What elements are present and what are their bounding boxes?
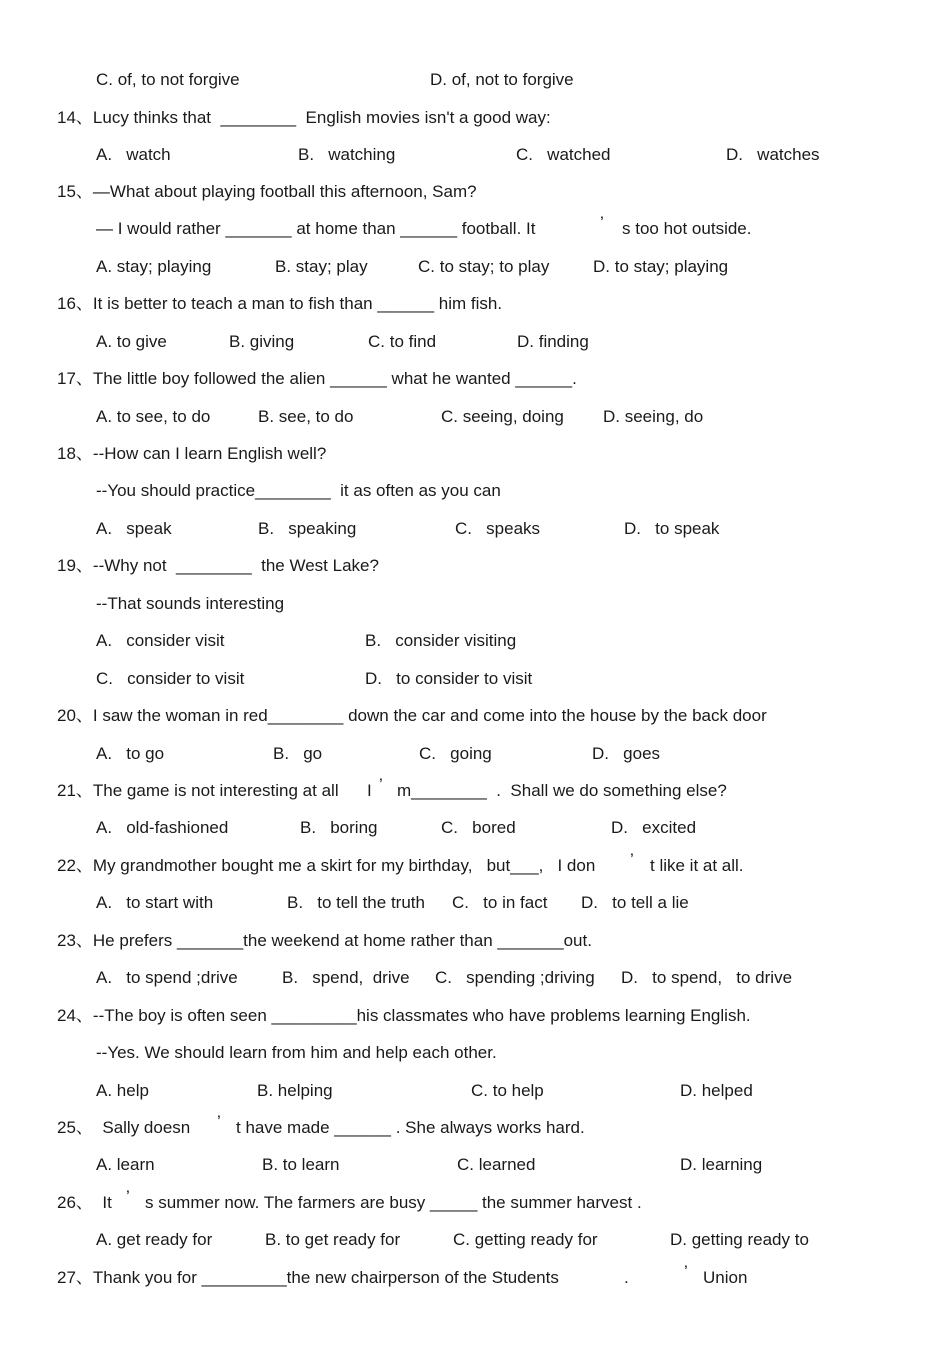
q27-dot: . [624, 1268, 629, 1287]
q26-option-c: C. getting ready for [453, 1230, 598, 1249]
q25-stem: 25、 Sally doesn [57, 1118, 191, 1137]
q20-option-a: A. to go [96, 744, 165, 763]
q25-option-b: B. to learn [262, 1155, 340, 1174]
q21-pronoun: I [367, 781, 372, 800]
q25-option-c: C. learned [457, 1155, 536, 1174]
q15-line2: — I would rather _______ at home than ______ football. It [96, 219, 536, 238]
q15-stem: 15、—What about playing football this afternoon, Sam? [57, 182, 477, 201]
q13-option-d: D. of, not to forgive [430, 70, 574, 89]
q24-option-a: A. help [96, 1081, 149, 1100]
q18-option-d: D. to speak [624, 519, 720, 538]
q23-option-a: A. to spend ;drive [96, 968, 238, 987]
q23-option-d: D. to spend, to drive [621, 968, 793, 987]
q20-option-d: D. goes [592, 744, 661, 763]
q15-option-b: B. stay; play [275, 257, 368, 276]
q17-option-b: B. see, to do [258, 407, 354, 426]
q16-stem: 16、It is better to teach a man to fish than ______ him fish. [57, 294, 503, 313]
q14-option-d: D. watches [726, 145, 820, 164]
q25-apostrophe: ’ [217, 1112, 221, 1131]
q27-stem: 27、Thank you for _________the new chairperson of the Students [57, 1268, 559, 1287]
q25-tail: t have made ______ . She always works hard. [236, 1118, 585, 1137]
q22-stem: 22、My grandmother bought me a skirt for my birthday, but___, I don [57, 856, 596, 875]
q22-tail: t like it at all. [650, 856, 744, 875]
q22-option-d: D. to tell a lie [581, 893, 689, 912]
q26-tail: s summer now. The farmers are busy _____ the summer harvest . [145, 1193, 642, 1212]
q24-line2: --Yes. We should learn from him and help each other. [96, 1043, 497, 1062]
q15-option-a: A. stay; playing [96, 257, 212, 276]
q19-stem: 19、--Why not ________ the West Lake? [57, 556, 379, 575]
q26-apostrophe: ’ [126, 1187, 130, 1206]
q22-apostrophe: ’ [630, 850, 634, 869]
q26-option-d: D. getting ready to [670, 1230, 809, 1249]
q15-line2-tail: s too hot outside. [622, 219, 752, 238]
q16-option-c: C. to find [368, 332, 437, 351]
q21-tail: m________ . Shall we do something else? [397, 781, 727, 800]
q23-option-b: B. spend, drive [282, 968, 410, 987]
q17-option-c: C. seeing, doing [441, 407, 564, 426]
q18-option-a: A. speak [96, 519, 172, 538]
q16-option-d: D. finding [517, 332, 589, 351]
q21-option-b: B. boring [300, 818, 378, 837]
q24-option-c: C. to help [471, 1081, 544, 1100]
q17-stem: 17、The little boy followed the alien ______ what he wanted ______. [57, 369, 577, 388]
q17-option-a: A. to see, to do [96, 407, 211, 426]
q26-option-a: A. get ready for [96, 1230, 213, 1249]
q22-option-a: A. to start with [96, 893, 214, 912]
q24-stem: 24、--The boy is often seen _________his classmates who have problems learning English. [57, 1006, 751, 1025]
q18-stem: 18、--How can I learn English well? [57, 444, 327, 463]
q15-option-c: C. to stay; to play [418, 257, 550, 276]
q13-option-c: C. of, to not forgive [96, 70, 240, 89]
q25-option-d: D. learning [680, 1155, 763, 1174]
q25-option-a: A. learn [96, 1155, 155, 1174]
q17-option-d: D. seeing, do [603, 407, 704, 426]
q21-apostrophe: ’ [379, 775, 383, 794]
q22-option-b: B. to tell the truth [287, 893, 425, 912]
q20-option-b: B. go [273, 744, 323, 763]
q23-stem: 23、He prefers _______the weekend at home rather than _______out. [57, 931, 592, 950]
q16-option-b: B. giving [229, 332, 295, 351]
q16-option-a: A. to give [96, 332, 167, 351]
q21-option-d: D. excited [611, 818, 697, 837]
q18-line2: --You should practice________ it as often as you can [96, 481, 501, 500]
q15-option-d: D. to stay; playing [593, 257, 729, 276]
q14-stem: 14、Lucy thinks that ________ English movies isn't a good way: [57, 108, 551, 127]
q22-option-c: C. to in fact [452, 893, 548, 912]
q14-option-c: C. watched [516, 145, 611, 164]
q26-stem: 26、 It [57, 1193, 112, 1212]
q19-line2: --That sounds interesting [96, 594, 285, 613]
q14-option-a: A. watch [96, 145, 171, 164]
q27-tail: Union [703, 1268, 748, 1287]
q21-option-c: C. bored [441, 818, 516, 837]
q20-stem: 20、I saw the woman in red________ down the car and come into the house by the back door [57, 706, 767, 725]
q19-option-d: D. to consider to visit [365, 669, 533, 688]
q18-option-b: B. speaking [258, 519, 357, 538]
q19-option-a: A. consider visit [96, 631, 225, 650]
q18-option-c: C. speaks [455, 519, 541, 538]
q23-option-c: C. spending ;driving [435, 968, 595, 987]
q20-option-c: C. going [419, 744, 492, 763]
q15-apostrophe: ’ [600, 213, 604, 232]
q21-option-a: A. old-fashioned [96, 818, 229, 837]
q27-apostrophe: ’ [684, 1262, 688, 1281]
q24-option-d: D. helped [680, 1081, 753, 1100]
q19-option-c: C. consider to visit [96, 669, 245, 688]
q19-option-b: B. consider visiting [365, 631, 517, 650]
q24-option-b: B. helping [257, 1081, 333, 1100]
q14-option-b: B. watching [298, 145, 396, 164]
q21-stem: 21、The game is not interesting at all [57, 781, 339, 800]
q26-option-b: B. to get ready for [265, 1230, 401, 1249]
